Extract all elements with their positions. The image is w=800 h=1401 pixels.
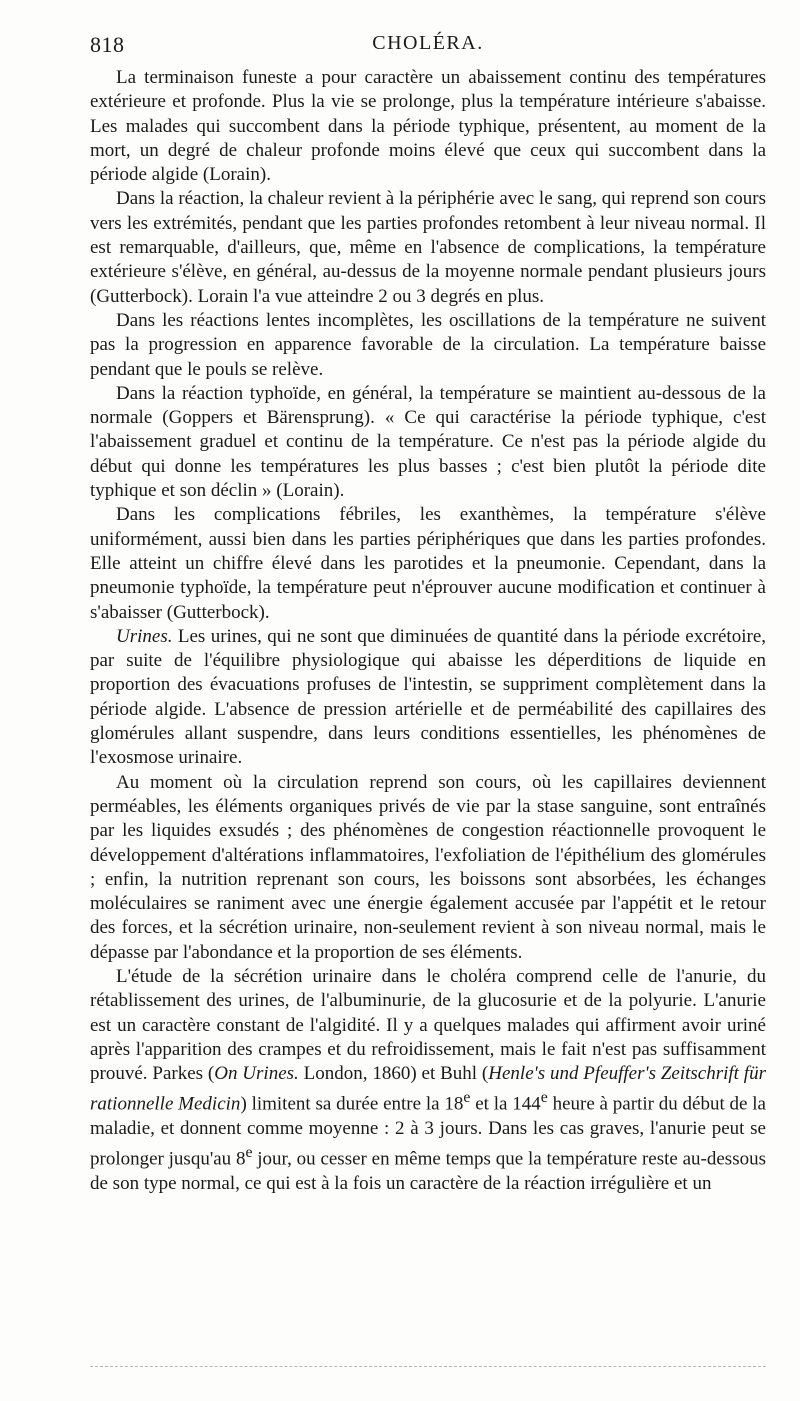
- citation-title: Henle's und Pfeuffer's Zeitschrift für rationnelle Medicin: [90, 1063, 766, 1115]
- paragraph-urines: [90, 625, 766, 771]
- paragraph-text: et la 144: [470, 1093, 541, 1115]
- running-title: CHOLÉRA.: [372, 32, 484, 54]
- running-head: [90, 32, 766, 62]
- section-lead: Urines.: [116, 625, 173, 647]
- paragraph-text: Les urines, qui ne sont que diminuées de quantité dans la période excrétoire, par suite de l'équilibre physiologique qui abaisse les déperditions de liquide en proportion des évacuations profuses de l'intestin, se suppriment complètement dans la période algide. L'absence de pression artérielle et de perméabilité des capillaires des glomérules allant suspendre, dans leurs conditions essentielles, les phénomènes de l'exosmose urinaire.: [90, 625, 766, 769]
- ordinal-suffix: e: [540, 1089, 548, 1107]
- paragraph-text: jour, ou cesser en même temps que la température reste au-dessous de son type normal, ce qui est à la fois un caractère de la réaction irrégulière et un: [90, 1148, 766, 1195]
- paragraph-text: L'étude de la sécrétion urinaire dans le choléra comprend celle de l'anurie, du rétablissement des urines, de l'albuminurie, de la glucosurie et de la polyurie. L'anurie est un caractère constant de l'algidité. Il y a quelques malades qui affirment avoir uriné après l'apparition des crampes et du refroidissement, mais le fait n'est pas suffisamment prouvé. Parkes (: [90, 965, 766, 1085]
- ordinal-suffix: e: [245, 1144, 253, 1162]
- paragraph: Au moment où la circulation reprend son cours, où les capillaires deviennent perméables, les éléments organiques privés de vie par la stase sanguine, sont entraînés par les liquides exsudés ; des phénomènes de congestion réactionnelle provoquent le développement d'altérations inflammatoires, l'exfoliation de l'épithélium des glomérules ; enfin, la nutrition reprenant son cours, les boissons sont absorbées, les échanges moléculaires se raniment avec une énergie également accusée par l'appétit et le retour des forces, et la sécrétion urinaire, non-seulement revient à son niveau normal, mais le dépasse par l'abondance et la proportion de ses éléments.: [90, 771, 766, 963]
- paragraph: La terminaison funeste a pour caractère un abaissement continu des températures extérieure et profonde. Plus la vie se prolonge, plus la température intérieure s'abaisse. Les malades qui succombent dans la période typhique, présentent, au moment de la mort, un degré de chaleur profonde moins élevé que ceux qui succombent dans la période algide (Lorain).: [90, 67, 766, 186]
- paragraph: Dans les complications fébriles, les exanthèmes, la température s'élève uniformément, aussi bien dans les parties périphériques que dans les parties profondes. Elle atteint un chiffre élevé dans les parotides et la pneumonie. Cependant, dans la pneumonie typhoïde, la température peut n'éprouver aucune modification et continuer à s'abaisser (Gutterbock).: [90, 504, 766, 623]
- ordinal-suffix: e: [463, 1089, 471, 1107]
- paragraph: Dans les réactions lentes incomplètes, les oscillations de la température ne suivent pas la progression en apparence favorable de la circulation. La température baisse pendant que le pouls se relève.: [90, 309, 766, 380]
- footer-rule: [90, 1366, 766, 1367]
- citation-title: On Urines.: [214, 1063, 299, 1085]
- page-number: 818: [90, 32, 125, 57]
- body-text: [90, 66, 766, 1196]
- paragraph: Dans la réaction typhoïde, en général, la température se maintient au-dessous de la normale (Goppers et Bärensprung). « Ce qui caractérise la période typhique, c'est l'abaissement graduel et continu de la température. Ce n'est pas la période algide du début qui donne les températures les plus basses ; c'est bien plutôt la période dite typhique et son déclin » (Lorain).: [90, 382, 766, 502]
- paragraph-anurie: [90, 965, 766, 1196]
- paragraph-text: London, 1860) et Buhl (: [298, 1063, 489, 1085]
- paragraph-text: ) limitent sa durée entre la 18: [240, 1093, 464, 1115]
- paragraph: Dans la réaction, la chaleur revient à la périphérie avec le sang, qui reprend son cours vers les extrémités, pendant que les parties profondes retombent à leur niveau normal. Il est remarquable, d'ailleurs, que, même en l'absence de complications, la température extérieure s'élève, en général, au-dessus de la moyenne normale pendant plusieurs jours (Gutterbock). Lorain l'a vue atteindre 2 ou 3 degrés en plus.: [90, 188, 766, 307]
- paragraph-text: heure à partir du début de la maladie, et donnent comme moyenne : 2 à 3 jours. Dans les cas graves, l'anurie peut se prolonger jusqu'au 8: [90, 1093, 766, 1170]
